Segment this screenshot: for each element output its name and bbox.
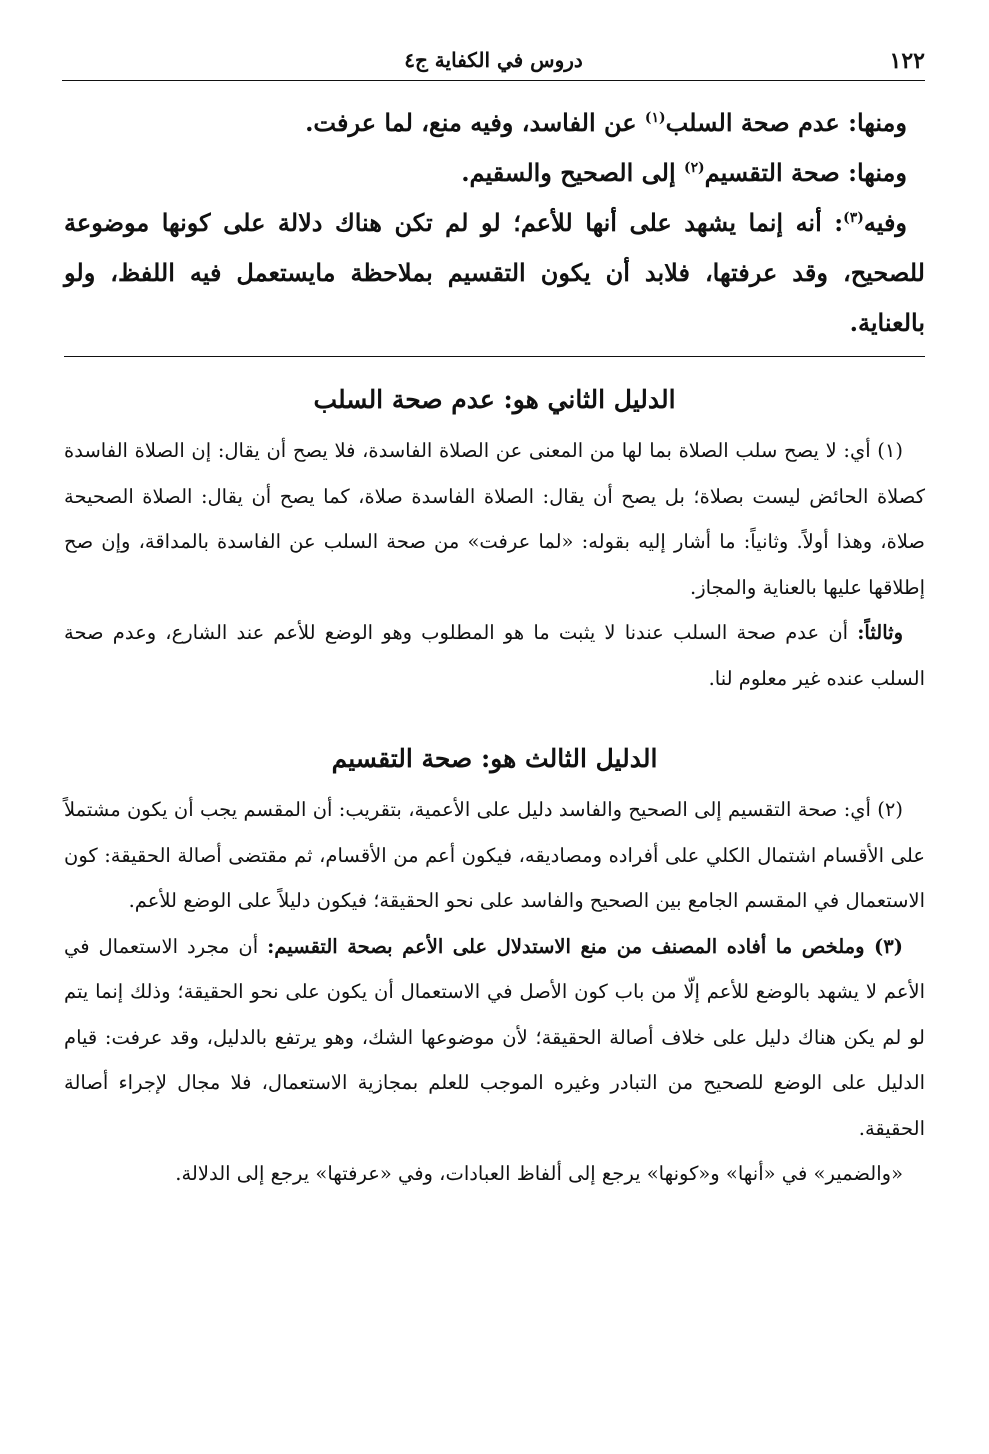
page-number: ١٢٢ (889, 48, 925, 74)
footnote-ref-1: (١) (644, 110, 666, 126)
footnote-3: (٣) وملخص ما أفاده المصنف من منع الاستدلال على الأعم بصحة التقسيم: أن مجرد الاستعمال في الأعم لا يشهد بالوضع للأعم إلّا من باب كون الأصل في الاستعمال أن يكون على نحو الحقيقة؛ وذلك إنما يتم لو لم يكن هناك دليل على خلاف أصالة الحقيقة؛ لأن موضوعها الشك، وهو يرتفع بالدليل، وقد عرفت: قيام الدليل على الوضع للصحيح من التبادر وغيره الموجب للعلم بمجازية الاستعمال، فلا مجال لإجراء أصالة الحقيقة. (64, 934, 925, 1140)
footnote-ref-2: (٢) (683, 160, 705, 176)
footnote-separator (64, 356, 925, 357)
running-title: دروس في الكفاية ج٤ (404, 48, 583, 72)
footnote-2: (٢) أي: صحة التقسيم إلى الصحيح والفاسد دليل على الأعمية، بتقريب: أن المقسم يجب أن يكون مشتملاً على الأقسام اشتمال الكلي على أفراده ومصاديقه، فيكون أعم من الأقسام، ثم مقتضى أصالة الحقيقة: كون الاستعمال في المقسم الجامع بين الصحيح والفاسد على نحو الحقيقة؛ فيكون دليلاً على الوضع للأعم. (64, 798, 925, 912)
commentary-heading-1: الدليل الثاني هو: عدم صحة السلب (313, 385, 676, 414)
footnote-ref-3: (٣) (843, 210, 864, 226)
main-text (64, 98, 925, 348)
footnote-1: (١) أي: لا يصح سلب الصلاة بما لها من المعنى عن الصلاة الفاسدة، فلا يصح أن يقال: إن الصلاة الفاسدة كصلاة الحائض ليست بصلاة؛ بل يصح أن يقال: الصلاة الفاسدة صلاة، كما يصح أن يقال: الصلاة الصحيحة صلاة، وهذا أولاً. وثانياً: ما أشار إليه بقوله: «لما عرفت» من صحة السلب عن الفاسدة بالمداقة، وإن صح إطلاقها عليها بالعناية والمجاز. (64, 439, 925, 599)
footnote-3-continued: «والضمير» في «أنها» و«كونها» يرجع إلى ألفاظ العبادات، وفي «عرفتها» يرجع إلى الدلالة. (175, 1162, 903, 1185)
commentary-heading-2: الدليل الثالث هو: صحة التقسيم (331, 744, 658, 773)
page-header (62, 40, 925, 81)
main-paragraph-2: ومنها: صحة التقسيم$^{(٢)}$ إلى الصحيح والسقيم. (461, 158, 907, 187)
footnotes (64, 372, 925, 1197)
main-paragraph-3: وفيه$^{(٣)}$: أنه إنما يشهد على أنها للأعم؛ لو لم تكن هناك دلالة على كونها موضوعة للصحيح، وقد عرفتها، فلابد أن يكون التقسيم بملاحظة مايستعمل فيه اللفظ، ولو بالعناية. (64, 208, 925, 337)
main-paragraph-1: ومنها: عدم صحة السلب$^{(١)}$ عن الفاسد، وفيه منع، لما عرفت. (305, 108, 907, 137)
footnote-1-continued: وثالثاً: أن عدم صحة السلب عندنا لا يثبت ما هو المطلوب وهو الوضع للأعم عند الشارع، وعدم صحة السلب عنده غير معلوم لنا. (64, 621, 925, 690)
